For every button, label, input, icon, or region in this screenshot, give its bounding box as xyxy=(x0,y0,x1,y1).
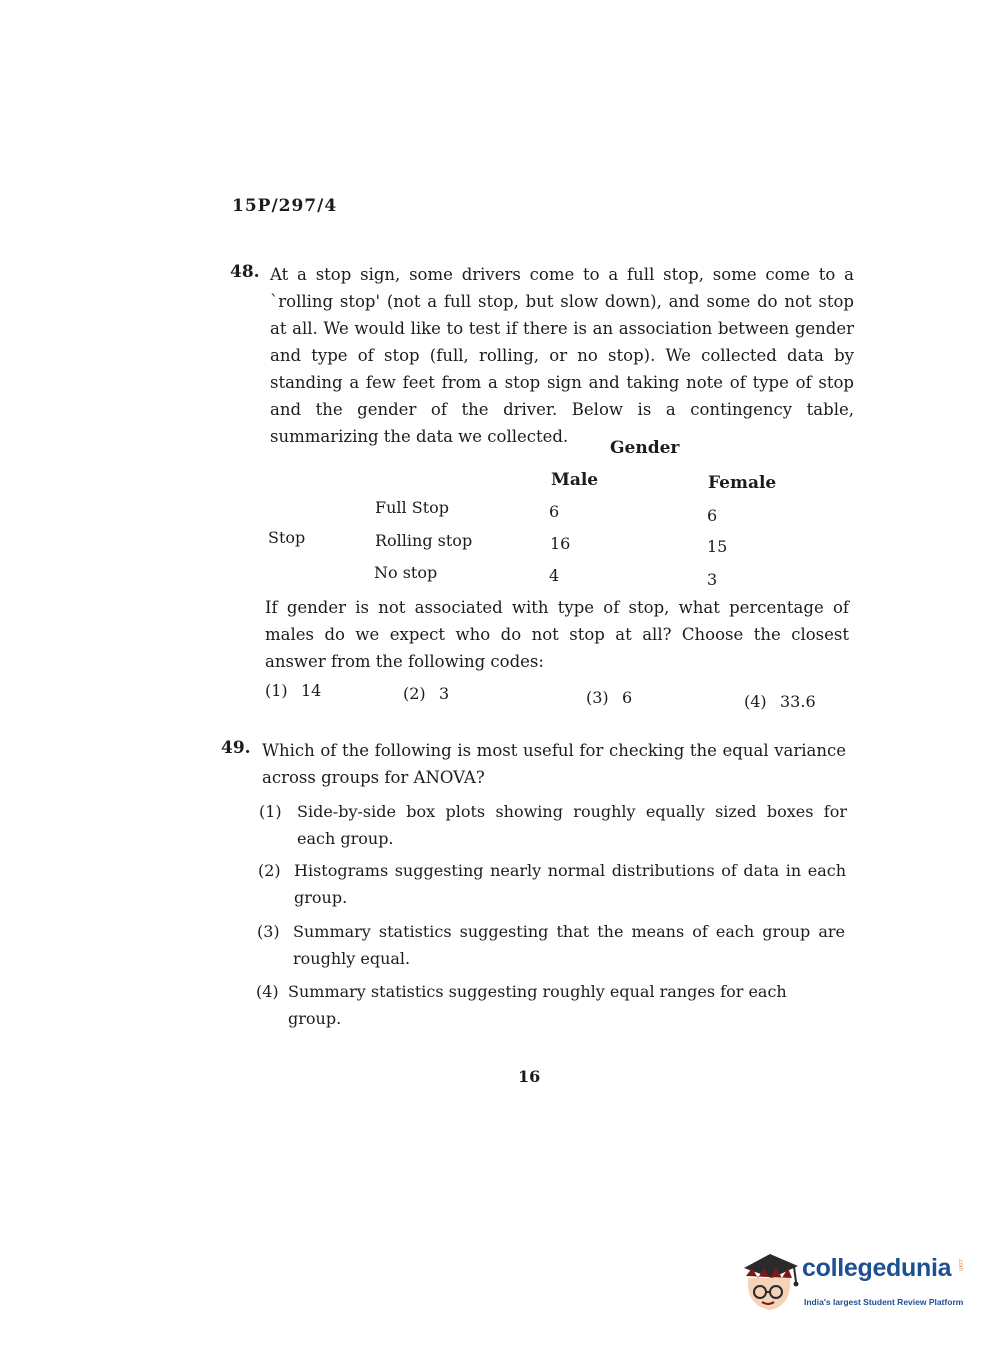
brand-tagline: India's largest Student Review Platform xyxy=(804,1297,964,1307)
option-3 xyxy=(586,688,632,707)
option-1 xyxy=(265,681,321,700)
option-4 xyxy=(744,692,816,711)
question-49-text: Which of the following is most useful for checking the equal variance across groups for ANOVA? xyxy=(262,741,846,787)
q49-option-4 xyxy=(256,978,844,1032)
option-text: 33.6 xyxy=(780,692,816,711)
table-cell: 15 xyxy=(707,537,728,556)
q49-option-3 xyxy=(257,918,845,972)
q49-option-2 xyxy=(258,857,846,911)
option-text: Summary statistics suggesting roughly equal ranges for each group. xyxy=(288,982,787,1028)
table-cell: 3 xyxy=(707,570,718,589)
option-number: (3) xyxy=(586,688,609,707)
table-cell: 16 xyxy=(550,534,571,553)
table-row-label: No stop xyxy=(374,563,438,582)
option-number: (2) xyxy=(403,684,426,703)
q49-option-1 xyxy=(259,798,847,852)
table-cell: 4 xyxy=(549,566,560,585)
brand-name: collegedunia xyxy=(802,1254,952,1282)
question-48-prompt: If gender is not associated with type of stop, what percentage of males do we expect who do not stop at all? Choose the closest answer from the following codes: xyxy=(265,598,849,671)
table-column-group: Gender xyxy=(610,438,680,458)
question-48-number: 48. xyxy=(230,262,260,282)
option-text: 3 xyxy=(439,684,450,703)
page-number: 16 xyxy=(518,1067,541,1086)
collegedunia-logo xyxy=(740,1248,970,1318)
paper-code: 15P/297/4 xyxy=(232,196,338,216)
option-2 xyxy=(403,684,449,703)
option-number: (3) xyxy=(257,922,280,941)
option-text: 14 xyxy=(301,681,322,700)
option-number: (4) xyxy=(744,692,767,711)
option-text: Histograms suggesting nearly normal distributions of data in each group. xyxy=(294,861,846,907)
question-49-number: 49. xyxy=(221,738,251,758)
option-number: (1) xyxy=(265,681,288,700)
mascot-icon xyxy=(740,1248,802,1318)
option-text: 6 xyxy=(622,688,633,707)
option-text: Summary statistics suggesting that the means of each group are roughly equal. xyxy=(293,922,845,968)
table-cell: 6 xyxy=(549,502,560,521)
table-header-male: Male xyxy=(551,470,599,490)
option-number: (1) xyxy=(259,802,282,821)
option-number: (2) xyxy=(258,861,281,880)
table-header-female: Female xyxy=(708,473,777,493)
table-row-label: Full Stop xyxy=(375,498,449,517)
brand-tld: .com xyxy=(957,1258,963,1272)
table-row-label: Rolling stop xyxy=(375,531,473,550)
option-text: Side-by-side box plots showing roughly equally sized boxes for each group. xyxy=(297,802,847,848)
table-row-group: Stop xyxy=(268,528,306,547)
table-cell: 6 xyxy=(707,506,718,525)
question-48-text: At a stop sign, some drivers come to a full stop, some come to a `rolling stop' (not a full stop, but slow down), and some do not stop at all. We would like to test if there is an association between gender and type of stop (full, rolling, or no stop). We collected data by standing a few feet from a stop sign and taking note of type of stop and the gender of the driver. Below is a contingency table, summarizing the data we collected. xyxy=(270,265,854,446)
option-number: (4) xyxy=(256,982,279,1001)
